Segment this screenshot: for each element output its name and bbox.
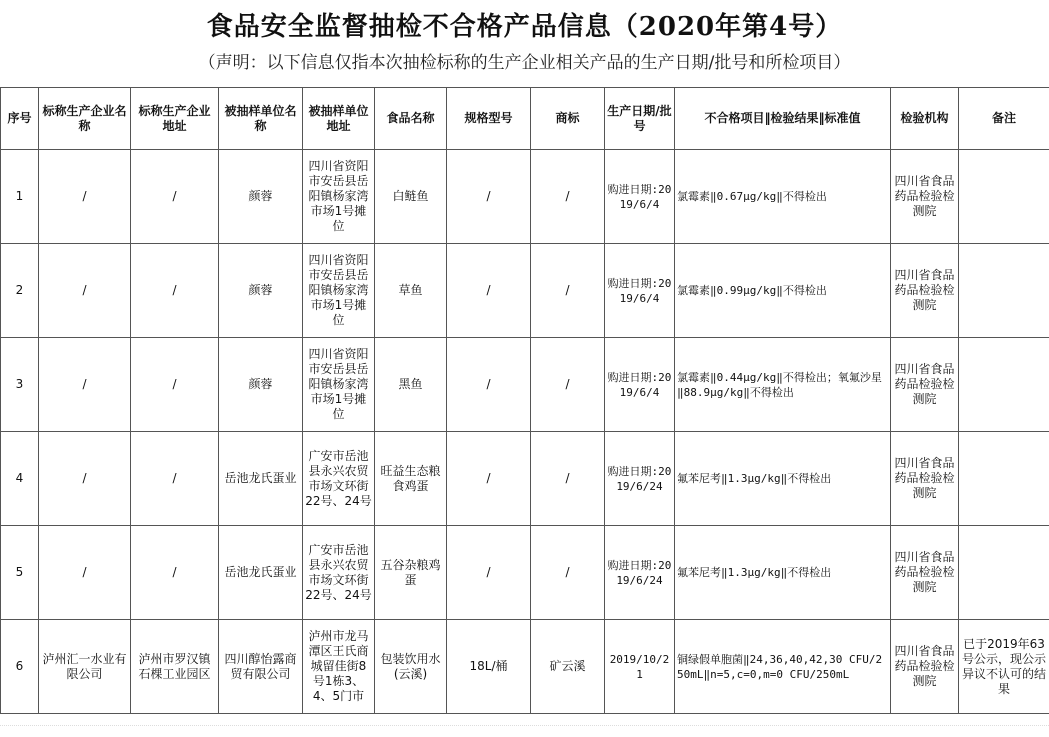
table-cell: 白鲢鱼 (375, 150, 447, 244)
table-cell: / (531, 150, 605, 244)
table-cell: 氟苯尼考‖1.3μg/kg‖不得检出 (675, 432, 891, 526)
table-cell: / (531, 526, 605, 620)
table-cell: 泸州汇一水业有限公司 (39, 620, 131, 714)
table-cell: 四川省食品药品检验检测院 (891, 150, 959, 244)
table-cell: 四川省资阳市安岳县岳阳镇杨家湾市场1号摊位 (303, 244, 375, 338)
table-cell: 购进日期:2019/6/24 (605, 526, 675, 620)
table-cell (959, 150, 1049, 244)
table-cell: 已于2019年63号公示，现公示异议不认可的结果 (959, 620, 1049, 714)
column-header: 检验机构 (891, 88, 959, 150)
table-cell: / (131, 338, 219, 432)
table-cell: 颜蓉 (219, 244, 303, 338)
table-cell: 颜蓉 (219, 150, 303, 244)
table-cell: / (531, 244, 605, 338)
table-cell: 2 (1, 244, 39, 338)
table-cell: / (39, 526, 131, 620)
table-cell: / (531, 338, 605, 432)
next-row-line (0, 725, 1049, 726)
column-header: 被抽样单位名称 (219, 88, 303, 150)
table-cell: 泸州市罗汉镇石棵工业园区 (131, 620, 219, 714)
table-cell: / (447, 244, 531, 338)
table-cell: 草鱼 (375, 244, 447, 338)
table-cell: 购进日期:2019/6/4 (605, 150, 675, 244)
table-cell: / (131, 244, 219, 338)
table-cell: 5 (1, 526, 39, 620)
table-row (1, 338, 1049, 432)
table-cell: / (131, 526, 219, 620)
table-cell: 四川省食品药品检验检测院 (891, 526, 959, 620)
table-cell: 四川省食品药品检验检测院 (891, 432, 959, 526)
table-row (1, 244, 1049, 338)
header-row (1, 88, 1049, 150)
table-cell (959, 526, 1049, 620)
table-cell: / (131, 432, 219, 526)
table-cell: 矿云溪 (531, 620, 605, 714)
page-title: 食品安全监督抽检不合格产品信息（2020年第4号） (206, 12, 843, 42)
column-header: 标称生产企业地址 (131, 88, 219, 150)
column-header: 序号 (1, 88, 39, 150)
table-cell: 6 (1, 620, 39, 714)
table-cell: 铜绿假单胞菌‖24,36,40,42,30 CFU/250mL‖n=5,c=0,m=0 CFU/250mL (675, 620, 891, 714)
column-header: 规格型号 (447, 88, 531, 150)
column-header: 不合格项目‖检验结果‖标准值 (675, 88, 891, 150)
table-body (1, 150, 1049, 714)
table-cell: 包装饮用水(云溪) (375, 620, 447, 714)
table-cell: 3 (1, 338, 39, 432)
table-cell: 旺益生态粮食鸡蛋 (375, 432, 447, 526)
column-header: 备注 (959, 88, 1049, 150)
table-row (1, 620, 1049, 714)
table-cell (959, 432, 1049, 526)
column-header: 标称生产企业名称 (39, 88, 131, 150)
table-cell: 四川省食品药品检验检测院 (891, 338, 959, 432)
column-header: 被抽样单位地址 (303, 88, 375, 150)
column-header: 食品名称 (375, 88, 447, 150)
table-cell: / (447, 338, 531, 432)
table-cell: 岳池龙氏蛋业 (219, 432, 303, 526)
table-cell: 四川省资阳市安岳县岳阳镇杨家湾市场1号摊位 (303, 338, 375, 432)
table-cell: / (39, 150, 131, 244)
table-cell: 四川省食品药品检验检测院 (891, 620, 959, 714)
table-cell: / (131, 150, 219, 244)
table-cell: 购进日期:2019/6/4 (605, 338, 675, 432)
table-cell: 氯霉素‖0.99μg/kg‖不得检出 (675, 244, 891, 338)
table-row (1, 432, 1049, 526)
table-row (1, 150, 1049, 244)
table-cell (959, 244, 1049, 338)
table-cell: / (447, 526, 531, 620)
table-row (1, 526, 1049, 620)
table-cell: 颜蓉 (219, 338, 303, 432)
table-cell: / (447, 150, 531, 244)
inspection-table (0, 87, 1049, 714)
table-cell: / (39, 338, 131, 432)
table-cell: / (447, 432, 531, 526)
table-cell: 氯霉素‖0.67μg/kg‖不得检出 (675, 150, 891, 244)
table-cell: / (39, 244, 131, 338)
table-cell: 1 (1, 150, 39, 244)
table-cell: 氯霉素‖0.44μg/kg‖不得检出；氧氟沙星‖88.9μg/kg‖不得检出 (675, 338, 891, 432)
table-cell: 广安市岳池县永兴农贸市场文环街22号、24号 (303, 526, 375, 620)
declaration: （声明：以下信息仅指本次抽检标称的生产企业相关产品的生产日期/批号和所检项目） (198, 53, 851, 73)
table-cell: 购进日期:2019/6/4 (605, 244, 675, 338)
table-cell: 四川醇怡露商贸有限公司 (219, 620, 303, 714)
table-cell: 黑鱼 (375, 338, 447, 432)
table-cell: 泸州市龙马潭区王氏商城留佳街8号1栋3、4、5门市 (303, 620, 375, 714)
table-cell: 广安市岳池县永兴农贸市场文环街22号、24号 (303, 432, 375, 526)
table-cell: / (531, 432, 605, 526)
table-cell: 2019/10/21 (605, 620, 675, 714)
table-cell: 购进日期:2019/6/24 (605, 432, 675, 526)
table-cell: 四川省资阳市安岳县岳阳镇杨家湾市场1号摊位 (303, 150, 375, 244)
table-cell: 五谷杂粮鸡蛋 (375, 526, 447, 620)
table-cell: 四川省食品药品检验检测院 (891, 244, 959, 338)
column-header: 生产日期/批号 (605, 88, 675, 150)
table-cell: 4 (1, 432, 39, 526)
table-cell: 氟苯尼考‖1.3μg/kg‖不得检出 (675, 526, 891, 620)
table-cell: / (39, 432, 131, 526)
table-cell (959, 338, 1049, 432)
column-header: 商标 (531, 88, 605, 150)
table-cell: 18L/桶 (447, 620, 531, 714)
table-cell: 岳池龙氏蛋业 (219, 526, 303, 620)
